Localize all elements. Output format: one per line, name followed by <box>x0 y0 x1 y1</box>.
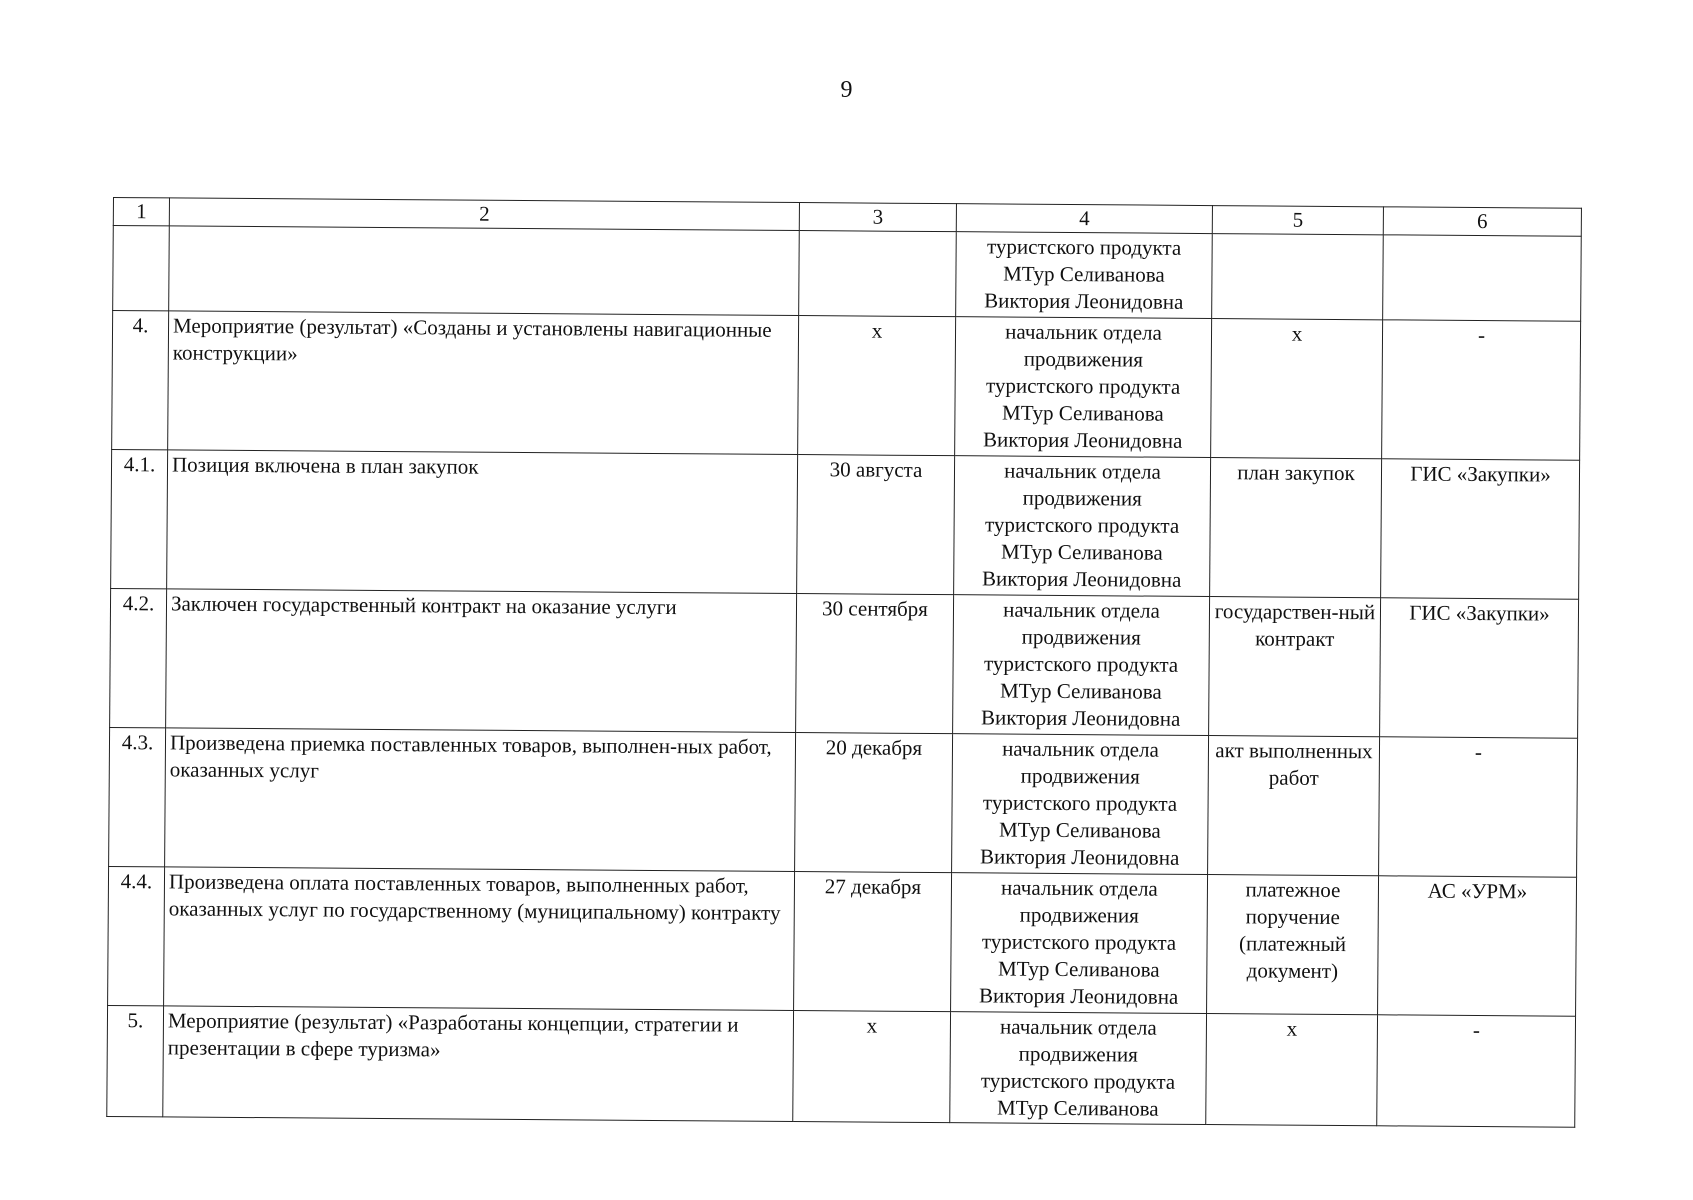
responsible-line: туристского продукта <box>980 1068 1176 1094</box>
responsible-line: продвижения <box>1021 624 1141 650</box>
empty-cell <box>113 226 170 311</box>
responsible-line: начальник отдела <box>1003 597 1160 623</box>
row-number: 4. <box>112 311 169 450</box>
document-type: х <box>1206 1014 1378 1126</box>
due-date: 27 декабря <box>794 872 952 1012</box>
table-row <box>107 1005 1576 1127</box>
responsible-line: МТур Селиванова <box>998 817 1161 843</box>
due-date: х <box>798 316 956 456</box>
responsible-line: начальник отдела <box>999 1014 1157 1040</box>
due-date: 20 декабря <box>795 733 953 873</box>
responsible-line: МТур Селиванова <box>1003 261 1165 287</box>
column-number: 1 <box>113 198 169 226</box>
event-title: Произведена оплата поставленных товаров, выполненных работ, оказанных услуг по государственному (муниципальному) контракту <box>164 867 795 1011</box>
responsible-line: туристского продукта <box>981 929 1177 955</box>
information-system: ГИС «Закупки» <box>1381 459 1580 599</box>
information-system: АС «УРМ» <box>1378 876 1577 1016</box>
page-number: 9 <box>840 77 853 103</box>
event-title: Мероприятие (результат) «Созданы и установлены навигационные конструкции» <box>168 311 799 455</box>
responsible-line: туристского продукта <box>986 234 1182 260</box>
responsible-line: МТур Селиванова <box>997 956 1160 982</box>
event-title: Заключен государственный контракт на оказание услуги <box>166 589 797 733</box>
table-row <box>111 449 1580 599</box>
event-title: Позиция включена в план закупок <box>167 450 798 594</box>
document-type: акт выполненных работ <box>1208 736 1380 876</box>
responsible-line: продвижения <box>1019 902 1139 928</box>
responsible-line: МТур Селиванова <box>996 1095 1159 1121</box>
continuation-row <box>113 226 1582 322</box>
responsible-line: начальник отдела <box>1005 319 1162 345</box>
table-row <box>112 311 1581 461</box>
column-number: 2 <box>169 198 799 231</box>
document-type: государствен-ный контракт <box>1209 597 1381 737</box>
responsible-line: Виктория Леонидовна <box>983 427 1183 453</box>
due-date: х <box>793 1011 951 1123</box>
responsible-line: туристского продукта <box>985 373 1181 399</box>
responsible-line: Виктория Леонидовна <box>980 705 1181 731</box>
column-number: 3 <box>799 203 956 232</box>
responsible-cell <box>953 595 1210 736</box>
responsible-line: МТур Селиванова <box>1002 400 1164 426</box>
responsible-line: МТур Селиванова <box>999 678 1162 704</box>
document-type: платежное поручение (платежный документ) <box>1207 875 1379 1015</box>
information-system: - <box>1382 320 1581 460</box>
responsible-line: туристского продукта <box>982 790 1178 816</box>
due-date: 30 сентября <box>796 594 954 734</box>
table-row <box>109 727 1578 877</box>
empty-cell <box>169 226 800 316</box>
responsible-line: продвижения <box>1022 485 1142 511</box>
due-date: 30 августа <box>797 455 955 595</box>
responsible-line: начальник отдела <box>1004 458 1161 484</box>
responsible-line: продвижения <box>1020 763 1140 789</box>
column-number: 5 <box>1212 206 1383 235</box>
plan-table <box>106 197 1582 1128</box>
empty-cell <box>1383 235 1582 321</box>
responsible-cell <box>952 734 1209 875</box>
responsible-line: продвижения <box>1023 346 1144 372</box>
row-number: 4.4. <box>108 866 165 1005</box>
responsible-line: начальник отдела <box>1002 736 1159 762</box>
column-number: 4 <box>956 204 1212 234</box>
empty-cell <box>1212 234 1384 320</box>
responsible-line: продвижения <box>1018 1041 1138 1067</box>
responsible-line: Виктория Леонидовна <box>984 288 1184 314</box>
responsible-cell <box>951 873 1208 1014</box>
responsible-cell <box>950 1012 1207 1125</box>
information-system: ГИС «Закупки» <box>1380 598 1579 738</box>
responsible-line: туристского продукта <box>984 512 1180 538</box>
responsible-line: Виктория Леонидовна <box>981 566 1182 592</box>
event-title: Произведена приемка поставленных товаров, выполнен-ных работ, оказанных услуг <box>165 728 796 872</box>
responsible-cell <box>956 232 1213 319</box>
document-type: х <box>1211 319 1383 459</box>
document-type: план закупок <box>1210 458 1382 598</box>
information-system: - <box>1377 1015 1576 1127</box>
row-number: 4.1. <box>111 449 168 588</box>
column-number: 6 <box>1383 207 1581 236</box>
row-number: 5. <box>107 1005 164 1116</box>
event-title: Мероприятие (результат) «Разработаны концепции, стратегии и презентации в сфере туризма» <box>163 1006 794 1122</box>
empty-cell <box>799 231 957 317</box>
responsible-cell <box>954 456 1211 597</box>
responsible-cell <box>955 317 1212 458</box>
responsible-line: Виктория Леонидовна <box>979 844 1180 870</box>
table-row <box>110 588 1579 738</box>
row-number: 4.2. <box>110 588 167 727</box>
responsible-line: туристского продукта <box>983 651 1179 677</box>
information-system: - <box>1379 737 1578 877</box>
row-number: 4.3. <box>109 727 166 866</box>
responsible-line: начальник отдела <box>1001 875 1158 901</box>
table-row <box>108 866 1577 1016</box>
responsible-line: Виктория Леонидовна <box>978 983 1179 1009</box>
responsible-line: МТур Селиванова <box>1000 539 1163 565</box>
